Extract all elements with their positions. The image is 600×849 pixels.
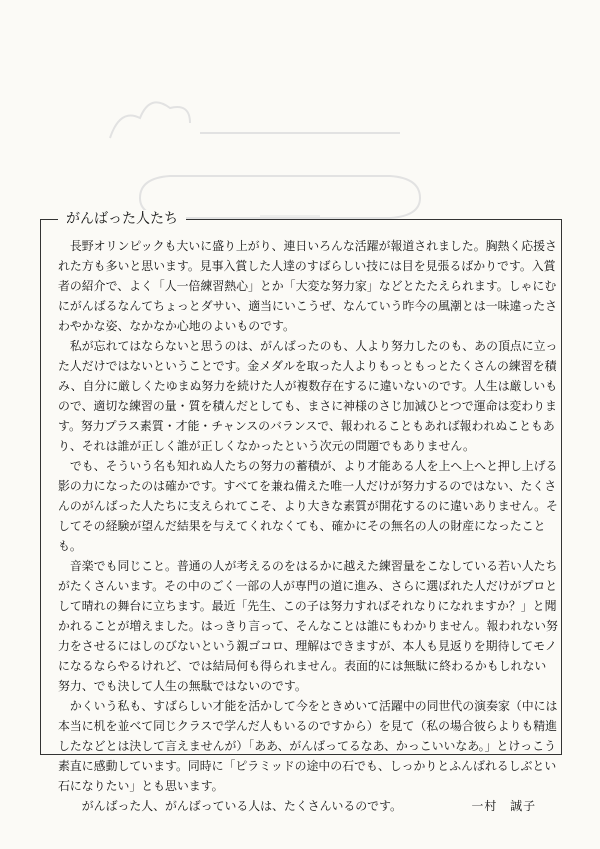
faded-header-illustration	[100, 88, 460, 228]
paragraph-1: 長野オリンピックも大いに盛り上がり、連日いろんな活躍が報道されました。胸熱く応援された方も多いと思います。見事入賞した人達のすばらしい技には目を見張るばかりです。入賞者の紹介で、よく「人一倍練習熱心」とか「大変な努力家」などとたたえられます。しゃにむにがんばるなんてちょっとダサい、適当にいこうぜ、なんていう昨今の風潮とは一味違ったさわやかな姿、なかなか心地のよいものです。	[58, 239, 558, 333]
paragraph-3: でも、そういう名も知れぬ人たちの努力の蓄積が、より才能ある人を上へ上へと押し上げる影の力になったのは確かです。すべてを兼ね備えた唯一人だけが努力するのではない、たくさんのがんばった人たちに支えられてこそ、より大きな素質が開花するのに違いありません。そしてその経験が望んだ結果を与えてくれなくても、確かにその無名の人の財産になったことも。	[58, 459, 558, 553]
closing-line	[58, 796, 558, 816]
essay-body	[58, 236, 558, 816]
paragraph-4: 音楽でも同じこと。普通の人が考えるのをはるかに越えた練習量をこなしている若い人たちがたくさんいます。その中のごく一部の人が専門の道に進み、さらに選ばれた人だけがプロとして晴れの舞台に立ちます。最近「先生、この子は努力すればそれなりになれますか？」と聞かれることが増えました。はっきり言って、そんなことは誰にもわかりません。報われない努力をさせるにはしのびないという親ゴコロ、理解はできますが、本人も見返りを期待してモノになるならやるけれど、では結局何も得られません。表面的には無駄に終わるかもしれない努力、でも決して人生の無駄ではないのです。	[58, 559, 558, 693]
paragraph-5: かくいう私も、すばらしい才能を活かして今をときめいて活躍中の同世代の演奏家（中には本当に机を並べて同じクラスで学んだ人もいるのですから）を見て（私の場合彼らよりも精進したなどとは決して言えませんが）「ああ、がんばってるなあ、かっこいいなあ。」とけっこう素直に感動しています。同時に「ピラミッドの途中の石でも、しっかりとふんばれるしぶとい石になりたい」とも思います。	[58, 699, 558, 793]
closing-text: がんばった人、がんばっている人は、たくさんいるのです。	[81, 799, 402, 813]
section-title: がんばった人たち	[58, 210, 186, 228]
author-name: 一村 誠子	[471, 799, 536, 813]
paragraph-2: 私が忘れてはならないと思うのは、がんばったのも、人より努力したのも、あの頂点に立った人だけではないということです。金メダルを取った人よりもっともっとたくさんの練習を積み、自分に厳しくたゆまぬ努力を続けた人が複数存在するに違いないのです。人生は厳しいもので、適切な練習の量・質を積んだとしても、まさに神様のさじ加減ひとつで運命は変わります。努力プラス素質・才能・チャンスのバランスで、報われることもあれば報われぬこともあり、それは誰が正しく誰が正しくなかったという次元の問題でもありません。	[58, 339, 558, 453]
